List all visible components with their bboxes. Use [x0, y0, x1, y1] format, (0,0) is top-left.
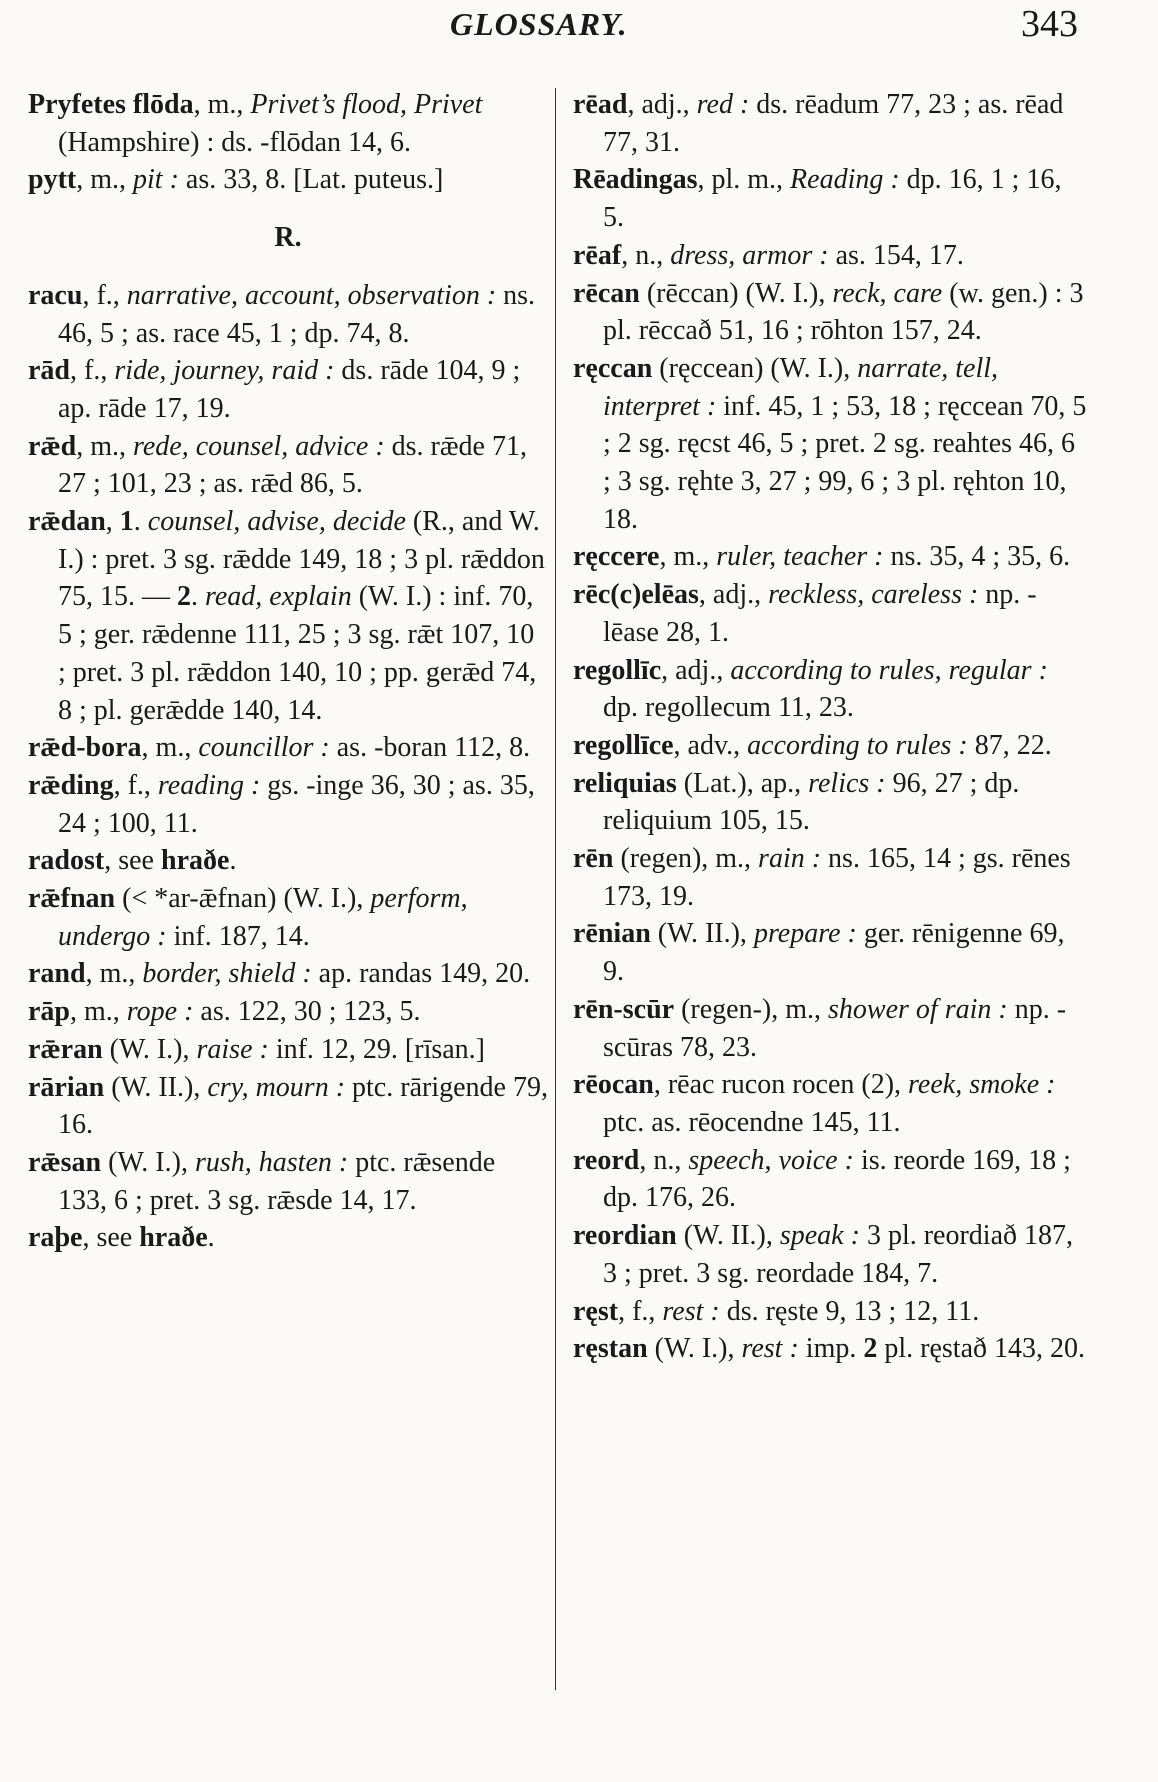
entry-body: , 1. counsel, advise, decide (R., and W. I.) : pret. 3 sg. rǣdde 149, 18 ; 3 pl. rǣddon 75, 15. — 2. read, explain (W. I.) : inf. 70, 5 ; ger. rǣdenne 111, 25 ; 3 sg. rǣt 107, 10 ; pret. 3 pl. rǣddon 140, 10 ; pp. gerǣd 74, 8 ; pl. gerǣdde 140, 14. [58, 506, 545, 726]
headword: rǣfnan [28, 883, 116, 915]
entry-body: , rēac rucon rocen (2), reek, smoke : ptc. as. rēocendne 145, 11. [603, 1069, 1056, 1138]
headword: rēocan [573, 1069, 654, 1101]
entry-body: , f., reading : gs. -inge 36, 30 ; as. 35, 24 ; 100, 11. [58, 769, 535, 839]
glossary-entry [573, 161, 1088, 236]
headword: rēnian [573, 918, 651, 950]
headword: regollīc [573, 654, 662, 686]
glossary-entry [28, 161, 548, 199]
headword: ręstan [573, 1333, 648, 1365]
glossary-entry [573, 1330, 1088, 1368]
entry-body: (W. I.), raise : inf. 12, 29. [rīsan.] [102, 1033, 486, 1065]
headword: rǣran [28, 1033, 103, 1065]
glossary-entry [28, 1031, 548, 1069]
glossary-entry [28, 86, 548, 161]
headword: rǣdan [28, 506, 106, 538]
glossary-entry [28, 428, 548, 503]
headword: rǣsan [28, 1146, 102, 1178]
headword: reordian [573, 1220, 677, 1252]
glossary-entry [28, 277, 548, 352]
glossary-entry [573, 275, 1088, 350]
glossary-entry [573, 350, 1088, 539]
glossary-entry [573, 538, 1088, 576]
headword: Rēadingas [573, 164, 698, 196]
glossary-entry [573, 765, 1088, 840]
column-divider [555, 88, 556, 1690]
headword: rāp [28, 996, 70, 1028]
glossary-entry [573, 840, 1088, 915]
left-entries [28, 277, 548, 1257]
headword: rēaf [573, 239, 622, 271]
glossary-entry [28, 842, 548, 880]
headword: rārian [28, 1071, 105, 1103]
entry-body: (W. I.), rush, hasten : ptc. rǣsende 133, 6 ; pret. 3 sg. rǣsde 14, 17. [58, 1146, 496, 1216]
glossary-entry [573, 237, 1088, 275]
headword: Pryfetes flōda [28, 89, 194, 120]
glossary-entry [28, 1219, 548, 1257]
entry-body: , f., narrative, account, observation : ns. 46, 5 ; as. race 45, 1 ; dp. 74, 8. [58, 279, 536, 349]
glossary-entry [573, 991, 1088, 1066]
headword: rēc(c)elēas [573, 579, 699, 611]
left-entries-top [28, 86, 548, 199]
entry-body: (< *ar-ǣfnan) (W. I.), perform, undergo : inf. 187, 14. [58, 883, 468, 952]
section-letter: R. [274, 222, 302, 254]
glossary-entry [28, 729, 548, 767]
headword: rǣd-bora [28, 732, 142, 764]
headword: rǣd [28, 430, 77, 462]
headword: rēcan [573, 277, 640, 309]
glossary-entry [28, 1069, 548, 1144]
glossary-entry [573, 576, 1088, 651]
entry-body: , m., ruler, teacher : ns. 35, 4 ; 35, 6. [659, 541, 1071, 573]
glossary-entry [28, 880, 548, 955]
headword: rand [28, 958, 86, 990]
entry-body: (rēccan) (W. I.), reck, care (w. gen.) : 3 pl. rēccað 51, 16 ; rōhton 157, 24. [603, 277, 1084, 347]
entry-body: , m., rede, counsel, advice : ds. rǣde 71, 27 ; 101, 23 ; as. rǣd 86, 5. [58, 430, 527, 500]
entry-body: (W. I.), rest : imp. 2 pl. ręstað 143, 20. [647, 1333, 1085, 1365]
left-column [28, 86, 548, 1257]
entry-body: , m., pit : as. 33, 8. [Lat. puteus.] [76, 164, 444, 196]
glossary-entry [28, 767, 548, 842]
headword: ręccan [573, 352, 653, 384]
glossary-entry [573, 1066, 1088, 1141]
headword: rǣding [28, 769, 114, 801]
right-column [573, 86, 1088, 1368]
entry-body: , n., speech, voice : is. reorde 169, 18 ; dp. 176, 26. [603, 1144, 1071, 1214]
headword: rēad [573, 89, 628, 120]
glossary-entry [28, 1144, 548, 1219]
running-head [0, 0, 1158, 70]
entry-body: (W. II.), speak : 3 pl. reordiað 187, 3 ; pret. 3 sg. reordade 184, 7. [603, 1220, 1073, 1289]
headword: pytt [28, 164, 77, 196]
running-title: GLOSSARY. [450, 6, 628, 42]
glossary-entry [573, 652, 1088, 727]
headword: rād [28, 355, 70, 387]
entry-body: , m., rope : as. 122, 30 ; 123, 5. [70, 996, 421, 1028]
entry-body: , pl. m., Reading : dp. 16, 1 ; 16, 5. [603, 164, 1062, 234]
entry-body: , m., border, shield : ap. randas 149, 20. [85, 958, 531, 990]
headword: reord [573, 1144, 640, 1176]
entry-body: , n., dress, armor : as. 154, 17. [621, 239, 964, 271]
glossary-entry [573, 915, 1088, 990]
headword: racu [28, 279, 83, 311]
entry-body: , adj., according to rules, regular : dp. regollecum 11, 23. [603, 654, 1048, 724]
glossary-entry [573, 1293, 1088, 1331]
glossary-entry [28, 352, 548, 427]
glossary-entry [573, 727, 1088, 765]
glossary-entry [28, 503, 548, 729]
entry-body: , adv., according to rules : 87, 22. [673, 729, 1052, 761]
headword: reliquias [573, 767, 677, 799]
headword: raþe [28, 1222, 83, 1254]
headword: radost [28, 845, 105, 877]
glossary-entry [28, 993, 548, 1031]
page-number: 343 [1021, 3, 1078, 45]
entry-body: , see hraðe. [104, 845, 237, 877]
headword: rēn [573, 843, 614, 875]
glossary-entry [28, 955, 548, 993]
headword: regollīce [573, 729, 674, 761]
entry-body: , see hraðe. [82, 1222, 215, 1254]
entry-body: , f., ride, journey, raid : ds. rāde 104, 9 ; ap. rāde 17, 19. [58, 355, 521, 424]
glossary-entry [573, 86, 1088, 161]
entry-body: (regen), m., rain : ns. 165, 14 ; gs. rēnes 173, 19. [603, 843, 1071, 912]
entry-body: (W. II.), cry, mourn : ptc. rārigende 79, 16. [58, 1071, 548, 1141]
entry-body: (ręccean) (W. I.), narrate, tell, interpret : inf. 45, 1 ; 53, 18 ; ręccean 70, 5 ; 2 sg. ręcst 46, 5 ; pret. 2 sg. reahtes 46, 6 ; 3 sg. ręhte 3, 27 ; 99, 6 ; 3 pl. ręhton 10, 18. [603, 352, 1087, 535]
entry-body: , m., Privet’s flood, Privet (Hampshire) : ds. -flōdan 14, 6. [58, 89, 483, 158]
headword: ręst [573, 1295, 619, 1327]
entry-body: (W. II.), prepare : ger. rēnigenne 69, 9. [603, 918, 1065, 988]
entry-body: , adj., red : ds. rēadum 77, 23 ; as. rēad 77, 31. [603, 89, 1064, 158]
glossary-entry [573, 1142, 1088, 1217]
right-entries [573, 86, 1088, 1368]
headword: ręccere [573, 541, 660, 573]
entry-body: (Lat.), ap., relics : 96, 27 ; dp. reliquium 105, 15. [603, 767, 1020, 837]
entry-body: , f., rest : ds. ręste 9, 13 ; 12, 11. [618, 1295, 980, 1327]
glossary-entry [573, 1217, 1088, 1292]
headword: rēn-scūr [573, 993, 675, 1025]
entry-body: , adj., reckless, careless : np. -lēase 28, 1. [603, 579, 1037, 648]
entry-body: (regen-), m., shower of rain : np. -scūras 78, 23. [603, 993, 1067, 1063]
entry-body: , m., councillor : as. -boran 112, 8. [141, 732, 531, 764]
